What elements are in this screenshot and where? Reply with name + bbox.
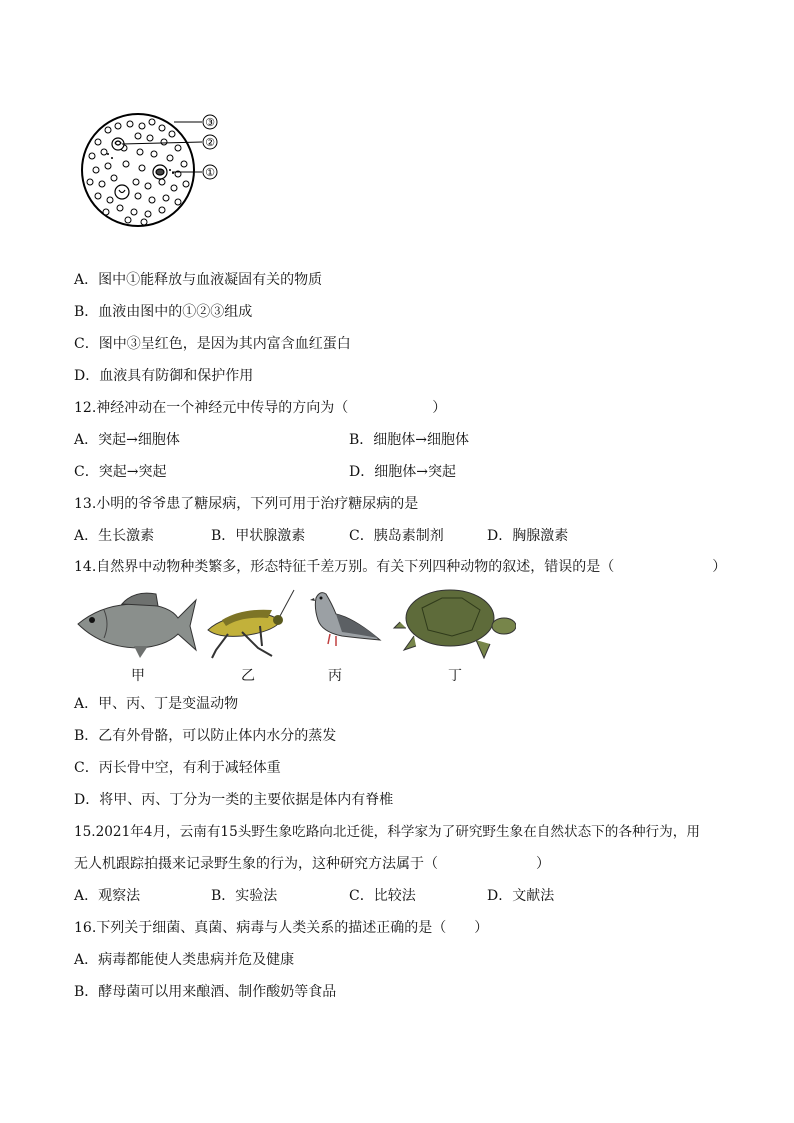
- q13-option-b: B．甲状腺激素: [211, 528, 306, 544]
- q13-option-c: C．胰岛素制剂: [349, 528, 444, 544]
- pigeon-image: [306, 586, 382, 650]
- q11-option-d: D．血液具有防御和保护作用: [74, 368, 254, 384]
- q15-option-c: C．比较法: [349, 888, 416, 904]
- animal-label-jia: 甲: [131, 668, 145, 684]
- q15-stem-line1: 15.2021年4月，云南有15头野生象吃路向北迁徙，科学家为了研究野生象在自然状态下的各种行为，用: [74, 824, 700, 840]
- q14-stem: 14.自然界中动物种类繁多，形态特征千差万别。有关下列四种动物的叙述，错误的是（ ）: [74, 559, 727, 575]
- q14-option-b: B．乙有外骨骼，可以防止体内水分的蒸发: [74, 728, 337, 744]
- q12-option-a: A．突起→细胞体: [74, 432, 180, 448]
- animal-label-yi: 乙: [241, 668, 255, 684]
- q16-option-a: A．病毒都能使人类患病并危及健康: [74, 952, 295, 968]
- fish-image: [74, 588, 198, 660]
- q12-option-b: B．细胞体→细胞体: [349, 432, 470, 448]
- label-1: ①: [205, 166, 215, 179]
- grasshopper-image: [202, 586, 296, 660]
- q12-stem: 12.神经冲动在一个神经元中传导的方向为（ ）: [74, 400, 447, 416]
- turtle-image: [392, 584, 516, 662]
- q14-option-c: C．丙长骨中空，有利于减轻体重: [74, 760, 281, 776]
- animal-label-bing: 丙: [328, 668, 342, 684]
- q15-option-b: B．实验法: [211, 888, 278, 904]
- q14-option-d: D．将甲、丙、丁分为一类的主要依据是体内有脊椎: [74, 792, 394, 808]
- q15-stem-line2: 无人机跟踪拍摄来记录野生象的行为，这种研究方法属于（ ）: [74, 856, 550, 872]
- q15-option-a: A．观察法: [74, 888, 141, 904]
- animal-label-ding: 丁: [448, 668, 462, 684]
- q14-option-a: A．甲、丙、丁是变温动物: [74, 696, 239, 712]
- q12-option-c: C．突起→突起: [74, 464, 167, 480]
- q15-option-d: D．文献法: [487, 888, 555, 904]
- q11-option-b: B．血液由图中的①②③组成: [74, 304, 253, 320]
- q16-option-b: B．酵母菌可以用来酿酒、制作酸奶等食品: [74, 984, 337, 1000]
- q11-option-c: C．图中③呈红色，是因为其内富含血红蛋白: [74, 336, 351, 352]
- label-2: ②: [205, 136, 215, 149]
- q13-stem: 13.小明的爷爷患了糖尿病，下列可用于治疗糖尿病的是: [74, 496, 419, 512]
- blood-smear-figure: [78, 108, 228, 232]
- q13-option-d: D．胸腺激素: [487, 528, 569, 544]
- q12-option-d: D．细胞体→突起: [349, 464, 456, 480]
- q13-option-a: A．生长激素: [74, 528, 155, 544]
- q16-stem: 16.下列关于细菌、真菌、病毒与人类关系的描述正确的是（ ）: [74, 920, 489, 936]
- label-3: ③: [205, 116, 215, 129]
- q11-option-a: A．图中①能释放与血液凝固有关的物质: [74, 272, 323, 288]
